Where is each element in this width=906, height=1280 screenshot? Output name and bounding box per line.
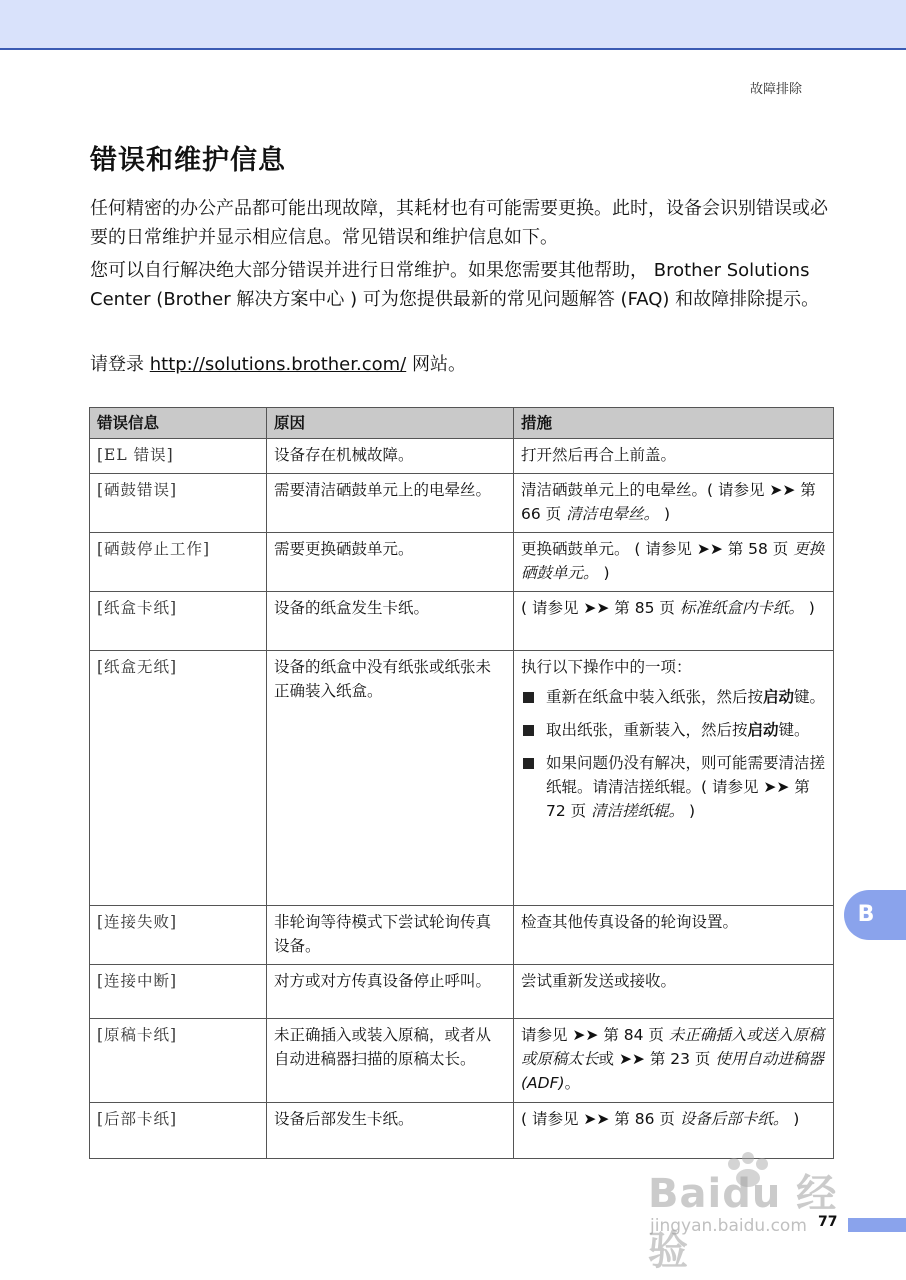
action-text: ( 请参见 ➤➤ 第 86 页 — [521, 1110, 675, 1128]
appendix-b-label: B — [857, 902, 875, 927]
list-item — [521, 751, 826, 823]
action-text-end: ) — [808, 599, 815, 617]
cause-cell: 需要清洁硒鼓单元上的电晕丝。 — [267, 474, 514, 533]
bullet-text-end: 键。 — [794, 688, 826, 706]
action-cell: 检查其他传真设备的轮询设置。 — [514, 906, 834, 965]
table-row — [90, 906, 834, 965]
visit-prefix: 请登录 — [90, 354, 144, 375]
action-text-end: ) — [603, 564, 610, 582]
error-message-cell: [后部卡纸] — [90, 1103, 267, 1159]
action-cell — [514, 592, 834, 651]
action-text: 更换硒鼓单元。 ( 请参见 ➤➤ 第 58 页 — [521, 540, 789, 558]
running-header: 故障排除 — [749, 82, 802, 97]
header-cause: 原因 — [267, 408, 514, 439]
bullet-text: 如果问题仍没有解决，则可能需要清洁搓纸辊。请清洁搓纸辊。( 请参见 ➤➤ 第 72 页 — [546, 754, 826, 820]
cause-cell: 设备的纸盒中没有纸张或纸张未正确装入纸盒。 — [267, 651, 514, 906]
visit-line — [90, 350, 832, 379]
start-key-label: 启动 — [763, 688, 795, 706]
page-reference: 清洁电晕丝。 — [566, 505, 660, 523]
cause-cell: 对方或对方传真设备停止呼叫。 — [267, 965, 514, 1019]
page-title: 错误和维护信息 — [90, 145, 286, 176]
page-number: 77 — [818, 1214, 838, 1230]
cause-cell: 设备的纸盒发生卡纸。 — [267, 592, 514, 651]
bullet-text: 取出纸张，重新装入，然后按 — [546, 721, 748, 739]
table-row — [90, 439, 834, 474]
action-text-end: 。 — [564, 1074, 581, 1092]
header-action: 措施 — [514, 408, 834, 439]
action-text: ( 请参见 ➤➤ 第 85 页 — [521, 599, 675, 617]
action-cell: 尝试重新发送或接收。 — [514, 965, 834, 1019]
error-message-cell: [连接中断] — [90, 965, 267, 1019]
action-text: 清洁硒鼓单元上的电晕丝。( 请参见 ➤➤ 第 66 页 — [521, 481, 816, 523]
action-list — [521, 685, 826, 823]
appendix-b-tab — [844, 890, 906, 940]
baidu-watermark — [640, 1150, 860, 1274]
intro-paragraph-2: 您可以自行解决绝大部分错误并进行日常维护。如果您需要其他帮助， Brother Solutions Center (Brother 解决方案中心 ) 可为您提供最新的常见问题解答 (FAQ) 和故障排除提示。 — [90, 260, 820, 310]
action-cell — [514, 1019, 834, 1103]
cause-cell: 设备存在机械故障。 — [267, 439, 514, 474]
page-reference-2: 使用自动进稿器 (ADF) — [521, 1050, 824, 1092]
table-row — [90, 474, 834, 533]
cause-cell: 设备后部发生卡纸。 — [267, 1103, 514, 1159]
list-item — [521, 685, 826, 709]
table-row — [90, 651, 834, 906]
action-text: 请参见 ➤➤ 第 84 页 — [521, 1026, 664, 1044]
watermark-url: jingyan.baidu.com — [650, 1216, 807, 1236]
solutions-link[interactable]: http://solutions.brother.com/ — [149, 354, 407, 375]
action-text-end: ) — [793, 1110, 800, 1128]
action-cell: 打开然后再合上前盖。 — [514, 439, 834, 474]
page-reference: 清洁搓纸辊。 — [591, 802, 685, 820]
action-text-mid: 或 ➤➤ 第 23 页 — [598, 1050, 711, 1068]
action-cell — [514, 651, 834, 906]
page-reference: 未正确插入或送入原稿或原稿太长 — [521, 1026, 824, 1068]
visit-suffix: 网站。 — [411, 354, 466, 375]
watermark-logo: Baidu 经验 — [648, 1171, 838, 1274]
table-row — [90, 965, 834, 1019]
footer-accent-bar — [848, 1218, 906, 1232]
page-reference: 设备后部卡纸。 — [679, 1110, 789, 1128]
error-message-cell: [纸盒无纸] — [90, 651, 267, 906]
cause-cell: 需要更换硒鼓单元。 — [267, 533, 514, 592]
header-error-message: 错误信息 — [90, 408, 267, 439]
error-message-cell: [硒鼓停止工作] — [90, 533, 267, 592]
bullet-text-end: ) — [689, 802, 696, 820]
error-message-cell: [原稿卡纸] — [90, 1019, 267, 1103]
table-row — [90, 1019, 834, 1103]
bullet-text: 重新在纸盒中装入纸张，然后按 — [546, 688, 764, 706]
error-message-cell: [EL 错误] — [90, 439, 267, 474]
error-message-cell: [硒鼓错误] — [90, 474, 267, 533]
bullet-text-end: 键。 — [778, 721, 810, 739]
list-item — [521, 718, 826, 742]
cause-cell: 非轮询等待模式下尝试轮询传真设备。 — [267, 906, 514, 965]
table-row — [90, 533, 834, 592]
page-reference: 标准纸盒内卡纸。 — [679, 599, 804, 617]
action-cell — [514, 474, 834, 533]
cause-cell: 未正确插入或装入原稿，或者从自动进稿器扫描的原稿太长。 — [267, 1019, 514, 1103]
error-message-cell: [连接失败] — [90, 906, 267, 965]
table-row — [90, 592, 834, 651]
action-text-end: ) — [664, 505, 671, 523]
error-message-cell: [纸盒卡纸] — [90, 592, 267, 651]
page-reference: 更换硒鼓单元。 — [521, 540, 825, 582]
intro-paragraph-1: 任何精密的办公产品都可能出现故障，其耗材也有可能需要更换。此时，设备会识别错误或必要的日常维护并显示相应信息。常见错误和维护信息如下。 — [90, 198, 828, 248]
error-message-table — [89, 407, 834, 1159]
start-key-label: 启动 — [747, 721, 779, 739]
top-header-band — [0, 0, 906, 50]
action-cell — [514, 533, 834, 592]
table-header-row — [90, 408, 834, 439]
action-intro: 执行以下操作中的一项： — [521, 658, 692, 676]
